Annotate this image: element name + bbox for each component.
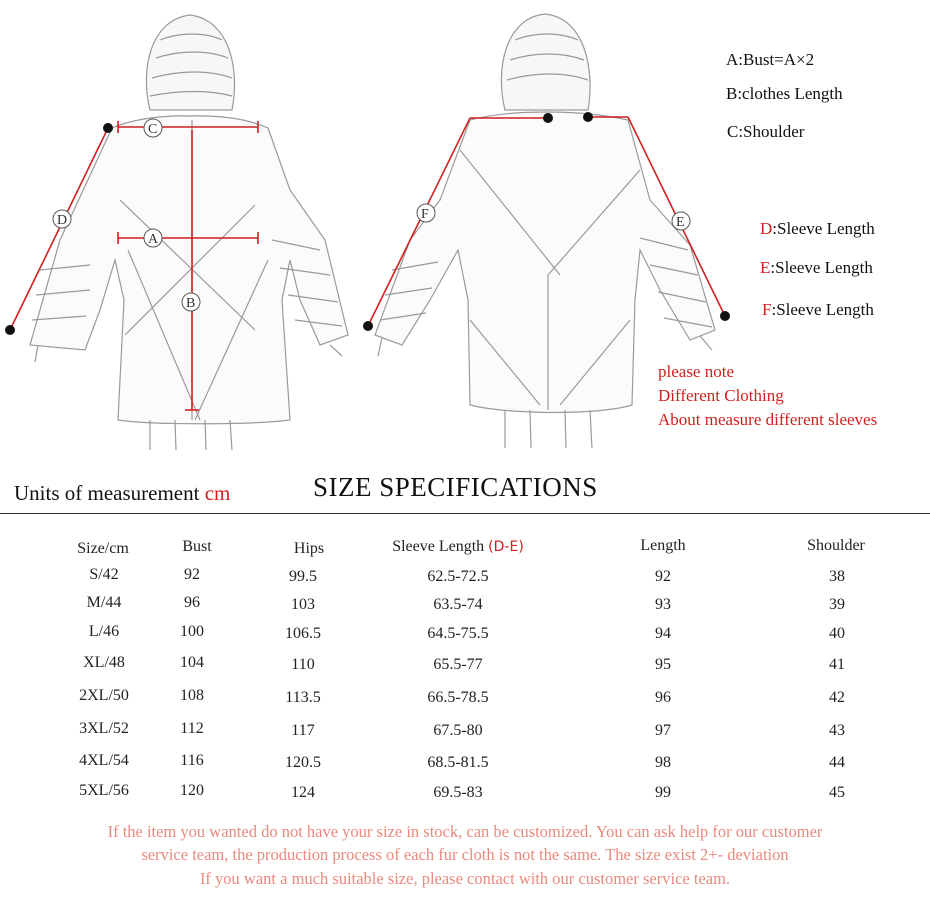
cell-sleeve: 67.5-80 (433, 722, 483, 739)
cell-bust: 116 (180, 752, 204, 769)
header-shoulder: Shoulder (807, 537, 865, 554)
cell-hips: 106.5 (285, 625, 321, 642)
cell-size: 5XL/56 (79, 782, 129, 799)
cell-length: 96 (655, 689, 671, 706)
cell-bust: 104 (180, 654, 204, 671)
svg-text:D: D (57, 213, 68, 228)
cell-bust: 108 (180, 687, 204, 704)
cell-sleeve: 65.5-77 (433, 656, 483, 673)
cell-length: 92 (655, 568, 671, 585)
cell-sleeve: 64.5-75.5 (427, 625, 489, 642)
cell-bust: 120 (180, 782, 204, 799)
cell-sleeve: 63.5-74 (433, 596, 483, 613)
units-label: Units of measurement (14, 481, 205, 505)
legend-key-e: E (760, 258, 771, 277)
cell-shoulder: 44 (829, 754, 845, 771)
cell-shoulder: 38 (829, 568, 845, 585)
marker-a (144, 229, 162, 247)
marker-b (182, 293, 200, 311)
cell-size: S/42 (89, 566, 119, 583)
cell-shoulder: 41 (829, 656, 845, 673)
cell-sleeve: 68.5-81.5 (427, 754, 489, 771)
cell-size: 2XL/50 (79, 687, 129, 704)
cell-bust: 112 (180, 720, 204, 737)
svg-text:F: F (421, 207, 429, 222)
cell-length: 94 (655, 625, 671, 642)
legend-clothes-length: B:clothes Length (726, 84, 843, 103)
header-size: Size/cm (77, 540, 129, 557)
header-hips: Hips (293, 540, 325, 557)
cell-bust: 92 (184, 566, 200, 583)
units-of-measurement (14, 481, 230, 506)
cell-sleeve: 66.5-78.5 (427, 689, 489, 706)
note-line-1: please note (658, 362, 734, 381)
footer-line-1: If the item you wanted do not have your size in stock, can be customized. You can ask help for our customer (107, 822, 823, 841)
cell-sleeve: 69.5-83 (433, 784, 483, 801)
header-sleeve-range: (D-E) (488, 539, 524, 555)
header-length: Length (640, 537, 686, 554)
note-line-3: About measure different sleeves (658, 410, 878, 429)
cell-hips: 120.5 (285, 754, 321, 771)
footer-line-2: service team, the production process of each fur cloth is not the same. The size exist 2+- deviation (141, 845, 789, 864)
cell-sleeve: 62.5-72.5 (427, 568, 489, 585)
cell-length: 95 (655, 656, 671, 673)
cell-size: 3XL/52 (79, 720, 129, 737)
header-sleeve (392, 538, 524, 556)
legend-sleeve-f (762, 300, 874, 320)
cell-length: 99 (655, 784, 671, 801)
cell-length: 98 (655, 754, 671, 771)
cell-hips: 124 (291, 784, 315, 801)
marker-e (672, 212, 690, 230)
divider (0, 513, 930, 514)
cell-size: M/44 (86, 594, 122, 611)
cell-shoulder: 42 (829, 689, 845, 706)
cell-hips: 103 (291, 596, 315, 613)
legend-key-f: F (762, 300, 772, 319)
legend-text-d: :Sleeve Length (772, 219, 875, 238)
units-unit: cm (204, 481, 231, 505)
legend-bust: A:Bust=A×2 (726, 50, 815, 69)
legend-sleeve-e (760, 258, 873, 278)
legend-sleeve-d (760, 219, 875, 239)
cell-size: XL/48 (83, 654, 125, 671)
front-coat-sketch (30, 15, 348, 450)
cell-hips: 117 (291, 722, 315, 739)
cell-bust: 96 (184, 594, 200, 611)
cell-shoulder: 45 (829, 784, 845, 801)
cell-hips: 113.5 (285, 689, 321, 706)
back-coat-sketch (375, 14, 715, 448)
svg-text:B: B (186, 296, 196, 311)
cell-length: 93 (655, 596, 671, 613)
marker-d (53, 210, 71, 228)
legend-text-e: :Sleeve Length (770, 258, 873, 277)
svg-text:C: C (148, 122, 158, 137)
cell-size: L/46 (88, 623, 120, 640)
header-sleeve-label: Sleeve Length (392, 538, 485, 555)
cell-hips: 110 (291, 656, 315, 673)
header-bust: Bust (182, 538, 212, 555)
svg-text:E: E (676, 215, 685, 230)
cell-shoulder: 40 (829, 625, 845, 642)
svg-text:A: A (148, 232, 159, 247)
cell-size: 4XL/54 (79, 752, 129, 769)
note-line-2: Different Clothing (658, 386, 784, 405)
marker-c (144, 119, 162, 137)
footer-line-3: If you want a much suitable size, please contact with our customer service team. (199, 869, 731, 888)
cell-bust: 100 (180, 623, 204, 640)
cell-hips: 99.5 (289, 568, 317, 585)
legend-text-f: :Sleeve Length (771, 300, 874, 319)
legend-shoulder: C:Shoulder (727, 122, 805, 141)
cell-length: 97 (655, 722, 671, 739)
cell-shoulder: 43 (829, 722, 845, 739)
legend-key-d: D (760, 219, 773, 238)
page-title: SIZE SPECIFICATIONS (313, 472, 598, 502)
cell-shoulder: 39 (829, 596, 845, 613)
marker-f (417, 204, 435, 222)
